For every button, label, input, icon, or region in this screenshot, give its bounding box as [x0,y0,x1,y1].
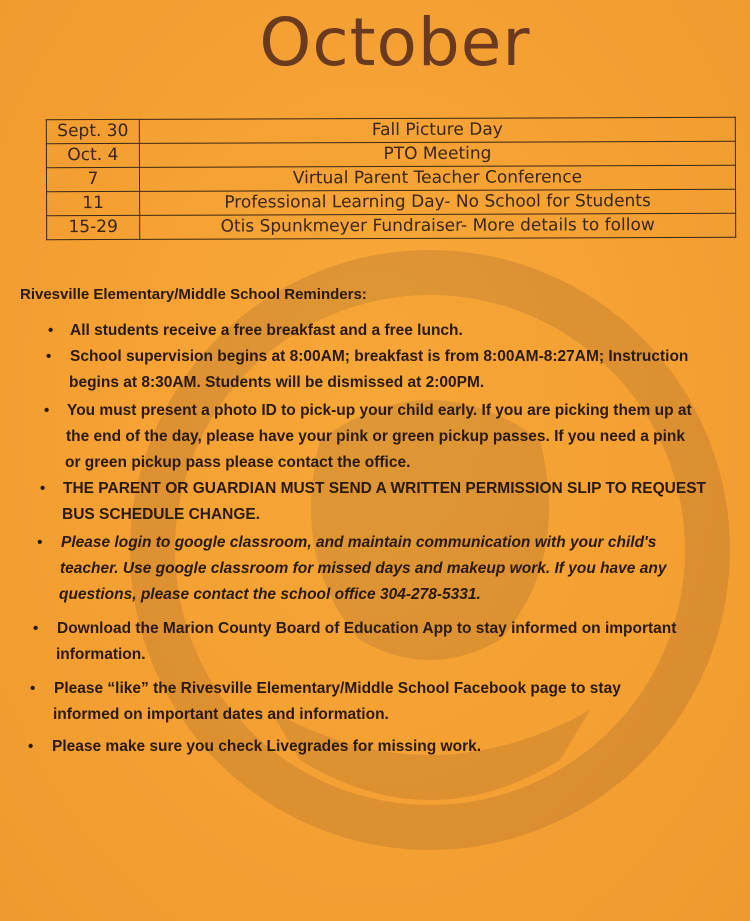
event-name: PTO Meeting [139,141,735,167]
reminder-line: or green pickup pass please contact the office. [65,454,411,471]
bullet-icon: • [30,680,36,697]
event-date: 11 [47,191,140,215]
table-row [47,213,736,239]
bullet-icon: • [46,348,52,365]
event-name: Virtual Parent Teacher Conference [139,165,735,191]
bullet-icon: • [40,480,46,497]
reminder-line: Please login to google classroom, and maintain communication with your child's [61,534,657,551]
reminder-line: the end of the day, please have your pink or green pickup passes. If you need a pink [66,428,686,445]
bullet-icon: • [48,322,54,339]
bullet-icon: • [44,402,50,419]
event-date: Oct. 4 [46,143,139,167]
event-date: Sept. 30 [46,119,139,143]
table-row [46,117,735,143]
event-date: 7 [46,167,139,191]
reminder-line: Please make sure you check Livegrades for missing work. [52,738,482,755]
event-date: 15-29 [47,215,140,239]
page-title: October [259,4,531,81]
table-row [46,141,735,167]
reminders-heading: Rivesville Elementary/Middle School Reminders: [20,286,367,303]
bullet-icon: • [28,738,34,755]
event-name: Fall Picture Day [139,117,735,143]
event-name: Professional Learning Day- No School for Students [140,189,736,215]
table-row [47,189,736,215]
bullet-icon: • [33,620,39,637]
reminder-line: THE PARENT OR GUARDIAN MUST SEND A WRITTEN PERMISSION SLIP TO REQUEST [63,480,707,497]
event-name: Otis Spunkmeyer Fundraiser- More details to follow [140,213,736,239]
reminder-line: begins at 8:30AM. Students will be dismissed at 2:00PM. [69,374,485,391]
reminder-line: informed on important dates and information. [53,706,389,723]
reminder-line: Download the Marion County Board of Education App to stay informed on important [57,620,677,637]
reminder-line: You must present a photo ID to pick-up your child early. If you are picking them up at [67,402,692,419]
reminder-line: teacher. Use google classroom for missed days and makeup work. If you have any [60,560,667,577]
reminder-line: BUS SCHEDULE CHANGE. [62,506,261,523]
reminder-line: Please “like” the Rivesville Elementary/Middle School Facebook page to stay [54,680,621,697]
reminder-line: questions, please contact the school office 304-278-5331. [59,586,481,603]
reminder-line: information. [56,646,146,663]
reminder-line: School supervision begins at 8:00AM; breakfast is from 8:00AM-8:27AM; Instruction [70,348,689,365]
reminder-line: All students receive a free breakfast and a free lunch. [70,322,463,339]
bullet-icon: • [37,534,43,551]
table-row [46,165,735,191]
events-table [46,117,736,240]
